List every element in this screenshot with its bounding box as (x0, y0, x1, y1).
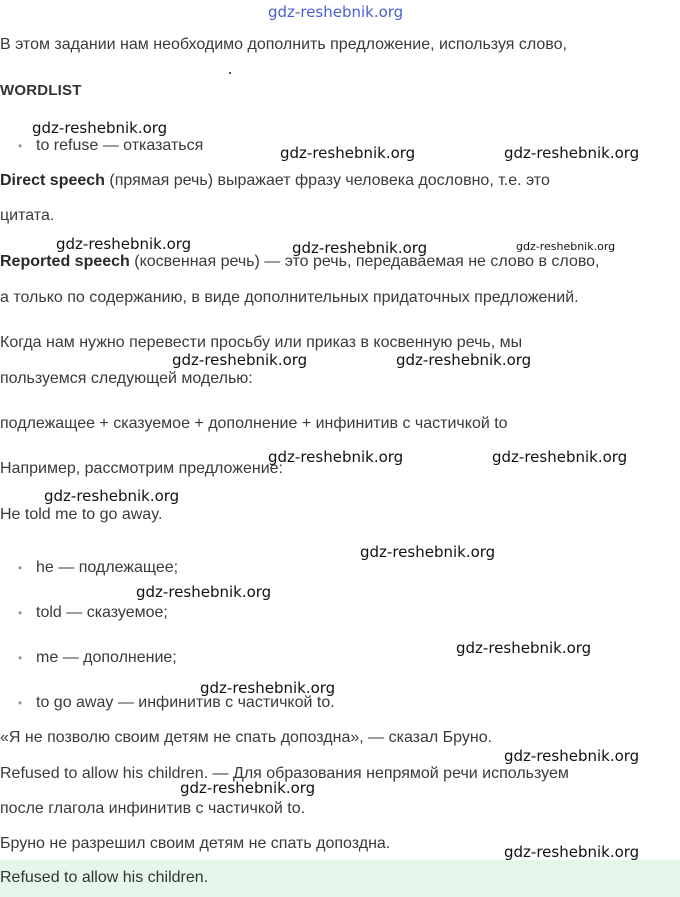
translation: Бруно не разрешил своим детям не спать допоздна. (0, 835, 391, 852)
direct-speech-definition: (прямая речь) выражает фразу человека дословно, т.е. это (104, 172, 550, 189)
watermark: gdz-reshebnik.org (180, 779, 316, 797)
bullet-icon: • (18, 139, 23, 153)
breakdown-item-subject (18, 558, 178, 578)
reported-speech-definition: (косвенная речь) — это речь, передаваемая не слово в слово, (129, 253, 600, 270)
direct-speech-line2: цитата. (0, 207, 55, 224)
watermark: gdz-reshebnik.org (516, 240, 616, 253)
answer-text: Refused to allow his children. (0, 869, 209, 886)
intro-text: В этом задании нам необходимо дополнить предложение, используя слово, (0, 36, 567, 53)
example-intro: Например, рассмотрим предложение: (0, 460, 283, 477)
breakdown-item-text: me — дополнение; (36, 649, 177, 666)
watermark: gdz-reshebnik.org (280, 144, 416, 162)
bullet-icon: • (18, 561, 23, 575)
watermark: gdz-reshebnik.org (136, 583, 272, 601)
wordlist-item-text: to refuse — отказаться (36, 137, 204, 154)
bullet-icon: • (18, 651, 23, 665)
wordlist-item (18, 136, 203, 156)
answer-box (0, 860, 680, 897)
watermark: gdz-reshebnik.org (504, 747, 640, 765)
model-intro-line1: Когда нам нужно перевести просьбу или приказ в косвенную речь, мы (0, 334, 523, 351)
watermark: gdz-reshebnik.org (200, 679, 336, 697)
model-formula: подлежащее + сказуемое + дополнение + инфинитив с частичкой to (0, 415, 508, 432)
direct-speech-term: Direct speech (0, 172, 105, 189)
wordlist-heading: WORDLIST (0, 82, 82, 99)
watermark: gdz-reshebnik.org (396, 351, 532, 369)
direct-speech-line (0, 171, 550, 191)
watermark: gdz-reshebnik.org (32, 119, 168, 137)
explanation-line2: после глагола инфинитив с частичкой to. (0, 800, 306, 817)
breakdown-item-object (18, 648, 177, 668)
quote-sentence: «Я не позволю своим детям не спать допоздна», — сказал Бруно. (0, 729, 493, 746)
watermark: gdz-reshebnik.org (360, 543, 496, 561)
watermark: gdz-reshebnik.org (456, 639, 592, 657)
stray-dot (229, 72, 231, 74)
bullet-icon: • (18, 606, 23, 620)
watermark: gdz-reshebnik.org (492, 448, 628, 466)
watermark: gdz-reshebnik.org (504, 144, 640, 162)
explanation-line1: Refused to allow his children. — Для образования непрямой речи используем (0, 765, 569, 782)
watermark: gdz-reshebnik.org (292, 239, 428, 257)
breakdown-item-text: he — подлежащее; (36, 559, 179, 576)
watermark: gdz-reshebnik.org (268, 448, 404, 466)
breakdown-item-text: to go away — инфинитив с частичкой to. (36, 694, 335, 711)
reported-speech-line2: а только по содержанию, в виде дополнительных придаточных предложений. (0, 289, 579, 306)
watermark: gdz-reshebnik.org (56, 235, 192, 253)
model-intro-line2: пользуемся следующей моделью: (0, 370, 253, 387)
example-sentence: He told me to go away. (0, 506, 163, 523)
reported-speech-term: Reported speech (0, 253, 130, 270)
watermark: gdz-reshebnik.org (504, 843, 640, 861)
watermark-top: gdz-reshebnik.org (268, 3, 404, 21)
bullet-icon: • (18, 696, 23, 710)
breakdown-item-predicate (18, 603, 168, 623)
watermark: gdz-reshebnik.org (172, 351, 308, 369)
breakdown-item-text: told — сказуемое; (36, 604, 168, 621)
watermark: gdz-reshebnik.org (44, 487, 180, 505)
